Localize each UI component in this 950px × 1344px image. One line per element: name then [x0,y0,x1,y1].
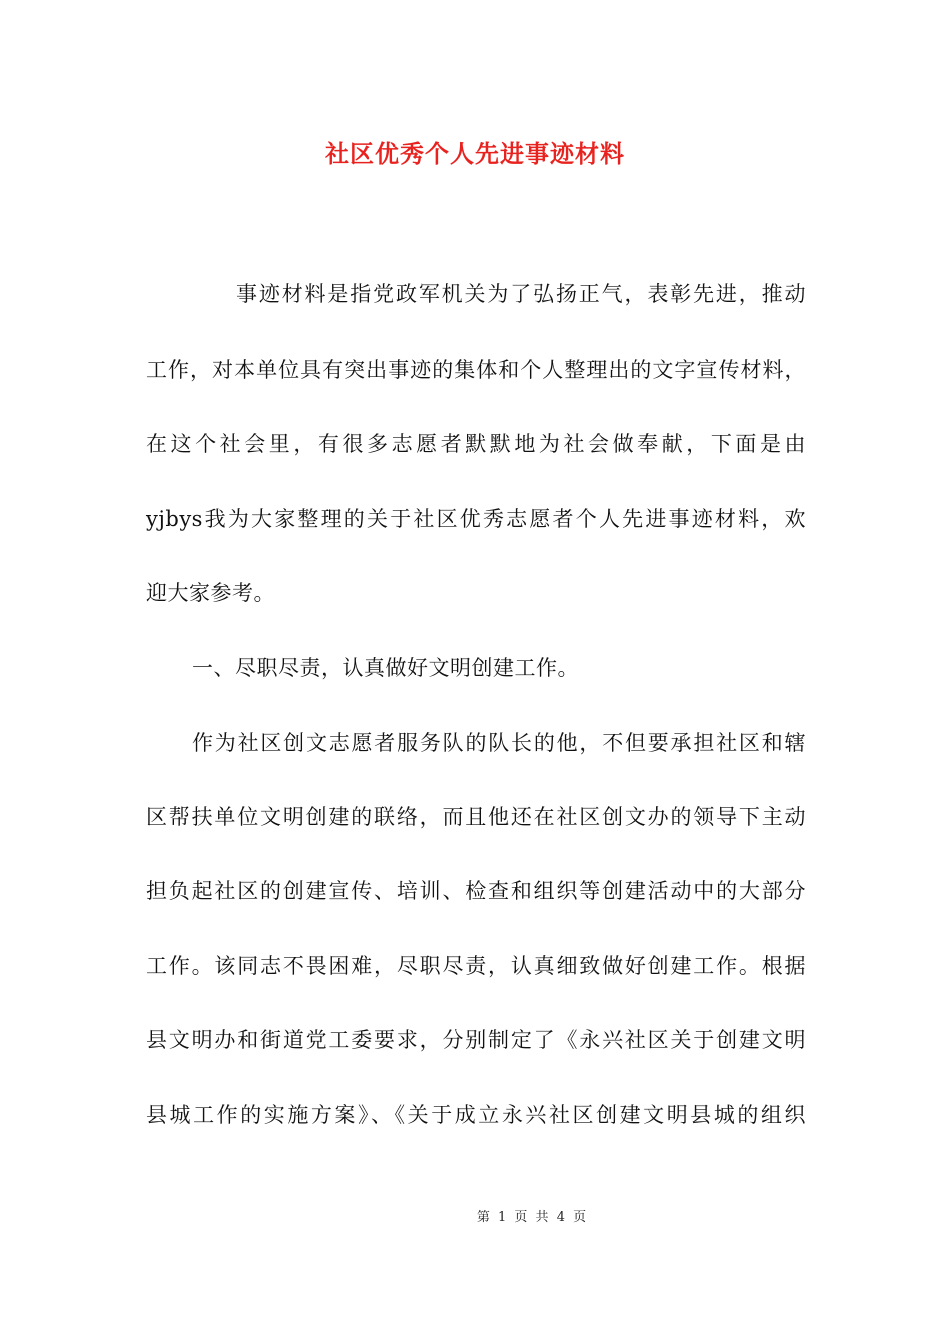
paragraph-line: 工作。该同志不畏困难，尽职尽责，认真细致做好创建工作。根据 [146,954,806,978]
paragraph-line: 工作，对本单位具有突出事迹的集体和个人整理出的文字宣传材料， [146,358,806,382]
paragraph-line: 在这个社会里，有很多志愿者默默地为社会做奉献，下面是由 [146,432,806,456]
paragraph-line: 迎大家参考。 [146,581,275,605]
paragraph-line: 作为社区创文志愿者服务队的队长的他，不但要承担社区和辖 [192,731,806,755]
document-title: 社区优秀个人先进事迹材料 [325,139,625,168]
section-heading: 一、尽职尽责，认真做好文明创建工作。 [192,656,579,680]
page-number: 第 1 页 共 4 页 [476,1210,589,1225]
paragraph-line: 事迹材料是指党政军机关为了弘扬正气，表彰先进，推动 [236,282,806,306]
paragraph-line: yjbys我为大家整理的关于社区优秀志愿者个人先进事迹材料，欢 [146,507,806,531]
paragraph-line: 区帮扶单位文明创建的联络，而且他还在社区创文办的领导下主动 [146,805,806,829]
paragraph-line: 担负起社区的创建宣传、培训、检查和组织等创建活动中的大部分 [146,879,806,903]
paragraph-line: 县城工作的实施方案》、《关于成立永兴社区创建文明县城的组织 [146,1103,806,1127]
paragraph-line: 县文明办和街道党工委要求，分别制定了《永兴社区关于创建文明 [146,1028,806,1052]
